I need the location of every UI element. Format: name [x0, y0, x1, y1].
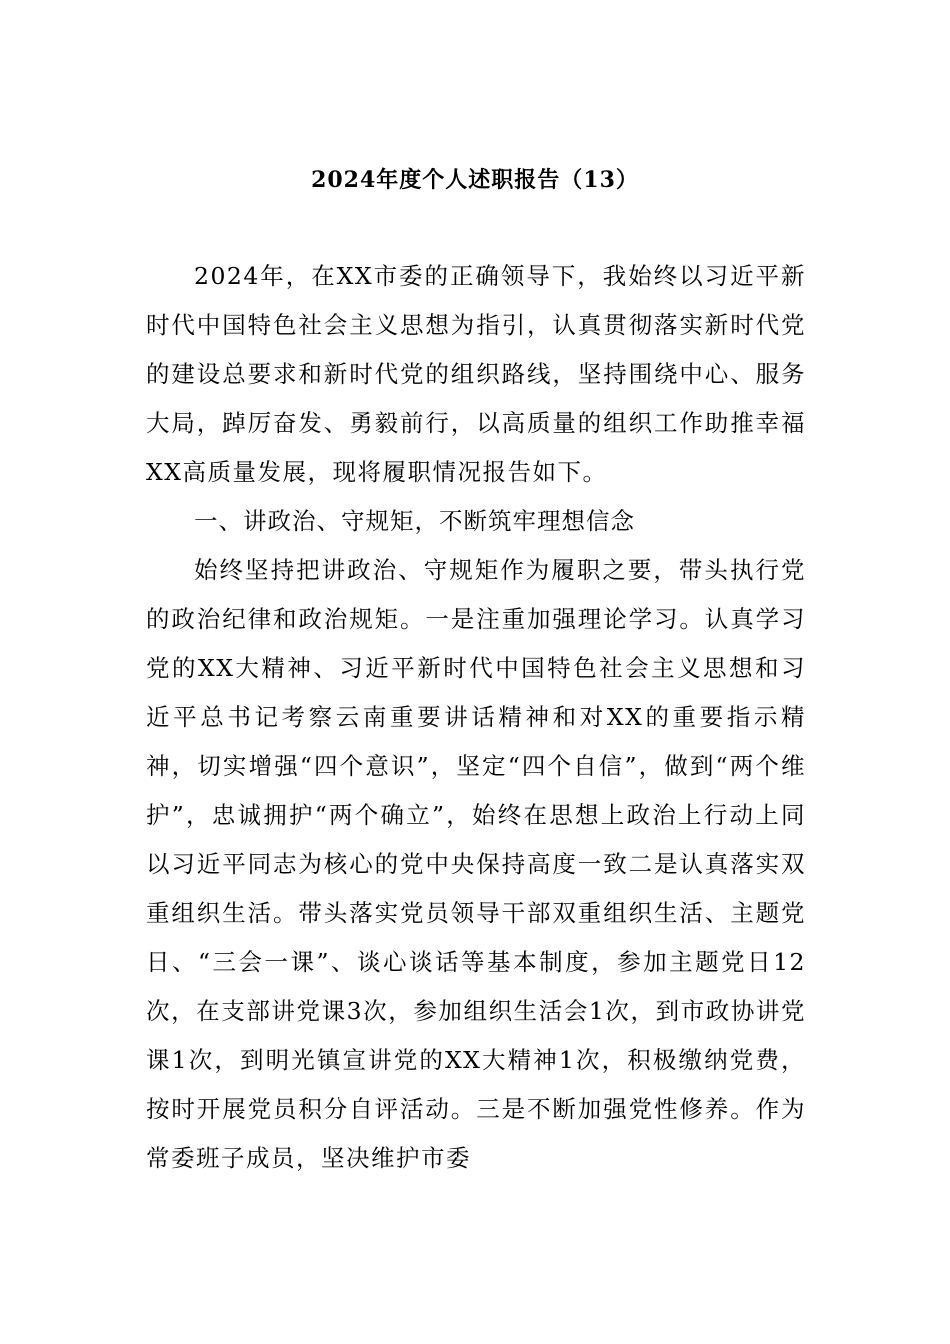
- document-body: [146, 252, 806, 1183]
- section-1-paragraph: 始终坚持把讲政治、守规矩作为履职之要，带头执行党的政治纪律和政治规矩。一是注重加强理论学习。认真学习党的XX大精神、习近平新时代中国特色社会主义思想和习近平总书记考察云南重要讲话精神和对XX的重要指示精神，切实增强“四个意识”，坚定“四个自信”，做到“两个维护”，忠诚拥护“两个确立”，始终在思想上政治上行动上同以习近平同志为核心的党中央保持高度一致二是认真落实双重组织生活。带头落实党员领导干部双重组织生活、主题党日、“三会一课”、谈心谈话等基本制度，参加主题党日12次，在支部讲党课3次，参加组织生活会1次，到市政协讲党课1次，到明光镇宣讲党的XX大精神1次，积极缴纳党费，按时开展党员积分自评活动。三是不断加强党性修养。作为常委班子成员，坚决维护市委: [146, 556, 806, 1172]
- intro-paragraph: 2024年，在XX市委的正确领导下，我始终以习近平新时代中国特色社会主义思想为指引，认真贯彻落实新时代党的建设总要求和新时代党的组织路线，坚持围绕中心、服务大局，踔厉奋发、勇毅前行，以高质量的组织工作助推幸福XX高质量发展，现将履职情况报告如下。: [146, 262, 806, 486]
- section-heading-1: 一、讲政治、守规矩，不断筑牢理想信念: [194, 507, 635, 535]
- document-title: 2024年度个人述职报告（13）: [311, 167, 639, 193]
